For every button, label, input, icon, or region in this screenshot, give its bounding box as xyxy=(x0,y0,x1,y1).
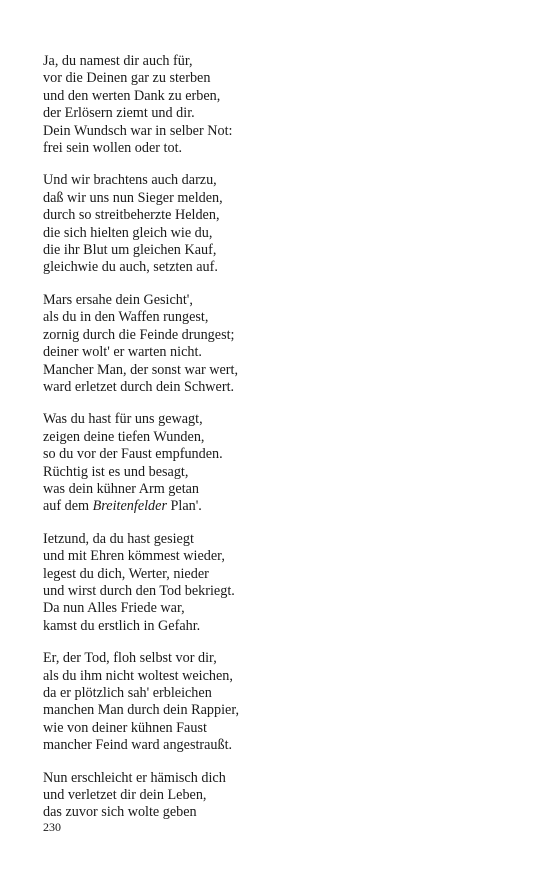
poem-line: Was du hast für uns gewagt, xyxy=(43,411,203,428)
poem-line: mancher Feind ward angestraußt. xyxy=(43,737,233,754)
stanza xyxy=(43,650,523,754)
poem-line: das zuvor sich wolte geben xyxy=(43,804,197,821)
poem-line: Ja, du namest dir auch für, xyxy=(43,53,193,69)
poem xyxy=(43,53,523,837)
poem-line: Rüchtig ist es und besagt, xyxy=(43,463,189,480)
poem-line: vor die Deinen gar zu sterben xyxy=(43,70,211,87)
poem-line: Mars ersahe dein Gesicht', xyxy=(43,291,193,308)
poem-line: Dein Wundsch war in selber Not: xyxy=(43,122,233,139)
poem-line: und mit Ehren kömmest wieder, xyxy=(43,548,225,565)
poem-line: zornig durch die Feinde drungest; xyxy=(43,326,235,343)
poem-line: zeigen deine tiefen Wunden, xyxy=(43,428,205,445)
poem-line: frei sein wollen oder tot. xyxy=(43,140,183,157)
line-text: Plan'. xyxy=(166,498,202,515)
poem-line: durch so streitbeherzte Helden, xyxy=(43,207,220,224)
poem-line: Da nun Alles Friede war, xyxy=(43,600,185,617)
poem-line: da er plötzlich sah' erbleichen xyxy=(43,685,212,701)
line-text: auf dem xyxy=(43,498,93,515)
poem-line: und den werten Dank zu erben, xyxy=(43,87,221,104)
poem-line: Ietzund, da du hast gesiegt xyxy=(43,530,194,547)
poem-line: Nun erschleicht er hämisch dich xyxy=(43,769,226,786)
poem-line: und verletzet dir dein Leben, xyxy=(43,787,207,804)
poem-line: daß wir uns nun Sieger melden, xyxy=(43,189,223,206)
poem-line: so du vor der Faust empfunden. xyxy=(43,446,223,463)
poem-line: Und wir brachtens auch darzu, xyxy=(43,172,217,189)
poem-line: die ihr Blut um gleichen Kauf, xyxy=(43,242,217,259)
poem-line-with-italic-place-name xyxy=(43,498,523,515)
poem-line: die sich hielten gleich wie du, xyxy=(43,224,213,241)
poem-line: wie von deiner kühnen Faust xyxy=(43,719,207,736)
poem-line: Er, der Tod, floh selbst vor dir, xyxy=(43,650,217,667)
page-number: 230 xyxy=(43,820,61,834)
stanza xyxy=(43,292,523,396)
poem-line: legest du dich, Werter, nieder xyxy=(43,565,209,582)
poem-line: als du in den Waffen rungest, xyxy=(43,309,209,326)
stanza xyxy=(43,53,523,157)
stanza xyxy=(43,172,523,276)
poem-line: manchen Man durch dein Rappier, xyxy=(43,702,240,719)
poem-line: als du ihm nicht woltest weichen, xyxy=(43,667,233,684)
poem-line: was dein kühner Arm getan xyxy=(43,480,200,497)
stanza xyxy=(43,531,523,635)
italic-place-name: Breitenfelder xyxy=(92,498,167,515)
poem-line: der Erlösern ziemt und dir. xyxy=(43,105,195,122)
poem-line: deiner wolt' er warten nicht. xyxy=(43,344,202,361)
stanza xyxy=(43,411,523,515)
poem-line: und wirst durch den Tod bekriegt. xyxy=(43,582,235,599)
stanza xyxy=(43,770,523,822)
poem-line: ward erletzet durch dein Schwert. xyxy=(43,378,235,395)
poem-line: Mancher Man, der sonst war wert, xyxy=(43,361,239,378)
poem-line: gleichwie du auch, setzten auf. xyxy=(43,259,218,276)
poem-line: kamst du erstlich in Gefahr. xyxy=(43,617,201,634)
